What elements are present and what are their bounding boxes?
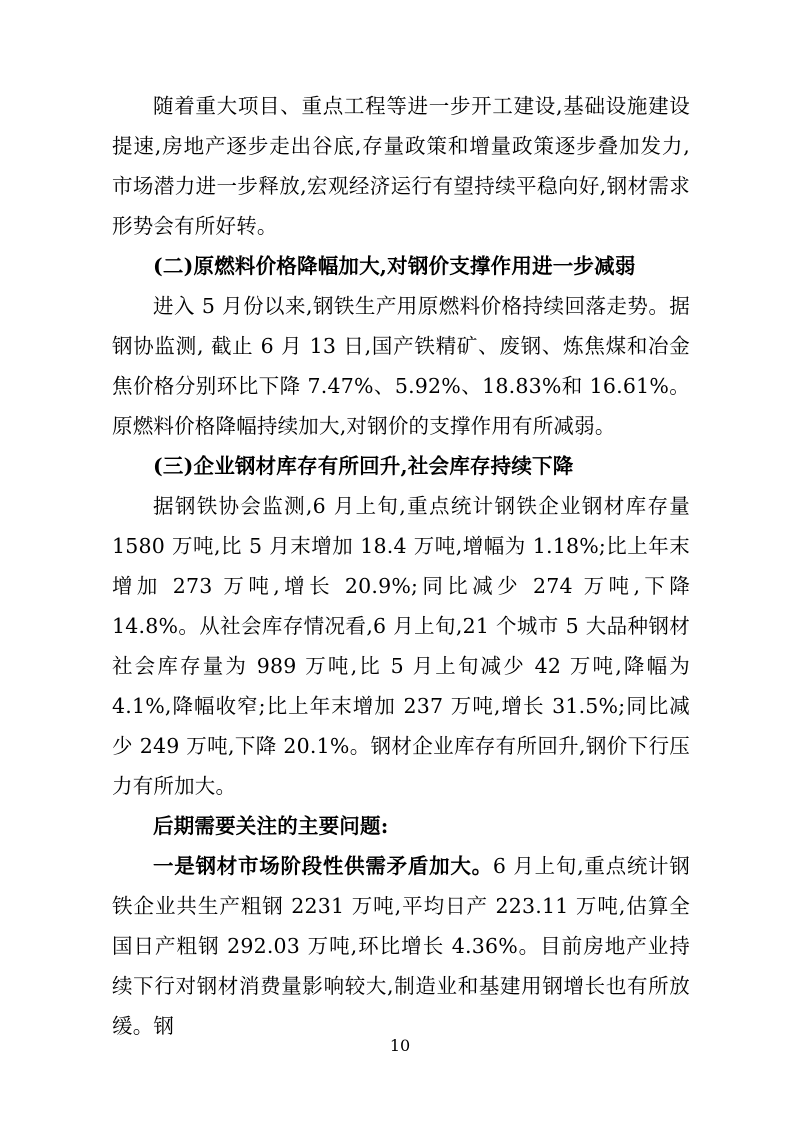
paragraph-body-4-text: 6 月上旬,重点统计钢铁企业共生产粗钢 2231 万吨,平均日产 223.11 万吨,估算全国日产粗钢 292.03 万吨,环比增长 4.36%。目前房地产业持续下行对钢材消费量影响较大,制造业和基建用钢增长也有所放缓。钢 xyxy=(112,854,691,1038)
section-heading-3: (三)企业钢材库存有所回升,社会库存持续下降 xyxy=(153,454,574,478)
section-heading-2: (二)原燃料价格降幅加大,对钢价支撑作用进一步减弱 xyxy=(153,254,636,278)
paragraph-lead-bold: 一是钢材市场阶段性供需矛盾加大。 xyxy=(153,854,493,878)
paragraph-body-3: 据钢铁协会监测,6 月上旬,重点统计钢铁企业钢材库存量 1580 万吨,比 5 月末增加 18.4 万吨,增幅为 1.18%;比上年末增加 273 万吨,增长 20.9%;同比减少 274 万吨,下降 14.8%。从社会库存情况看,6 月上旬,21 个城市 5 大品种钢材社会库存量为 989 万吨,比 5 月上旬减少 42 万吨,降幅为 4.1%,降幅收窄;比上年末增加 237 万吨,增长 31.5%;同比减少 249 万吨,下降 20.1%。钢材企业库存有所回升,钢价下行压力有所加大。 xyxy=(112,494,690,798)
paragraph-body-2: 进入 5 月份以来,钢铁生产用原燃料价格持续回落走势。据钢协监测, 截止 6 月 13 日,国产铁精矿、废钢、炼焦煤和冶金焦价格分别环比下降 7.47%、5.92%、18.83%和 16.61%。原燃料价格降幅持续加大,对钢价的支撑作用有所减弱。 xyxy=(112,294,690,438)
paragraph-body-4 xyxy=(112,846,690,1046)
section-heading-4: 后期需要关注的主要问题: xyxy=(153,814,389,838)
page-content xyxy=(112,86,690,1046)
paragraph-body-1: 随着重大项目、重点工程等进一步开工建设,基础设施建设提速,房地产逐步走出谷底,存量政策和增量政策逐步叠加发力,市场潜力进一步释放,宏观经济运行有望持续平稳向好,钢材需求形势会有所好转。 xyxy=(112,94,690,238)
page-number: 10 xyxy=(389,1036,411,1055)
